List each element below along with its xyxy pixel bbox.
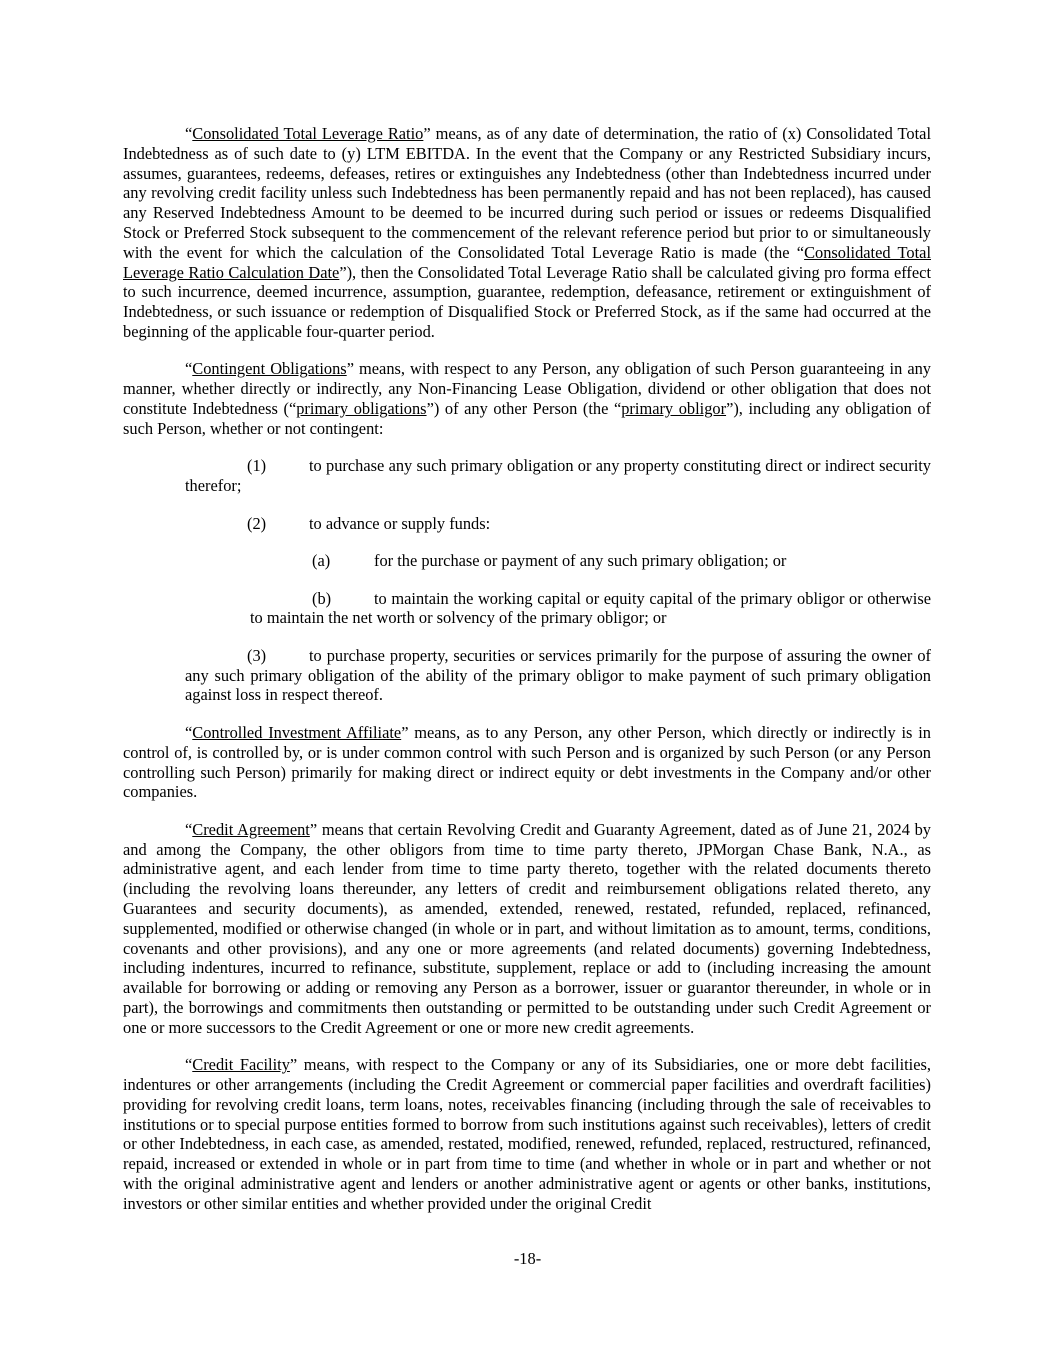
defined-term: Credit Facility bbox=[192, 1055, 290, 1075]
contingent-obligations-item-2a bbox=[250, 551, 931, 571]
contingent-obligations-item-2b-label: (b) bbox=[312, 588, 332, 608]
text-run: for the purchase or payment of any such primary obligation; or bbox=[374, 551, 787, 571]
defined-term: primary obligations bbox=[296, 399, 427, 419]
text-run: to maintain the working capital or equity capital of the primary obligor or otherwise to maintain the net worth or solvency of the primary obligor; or bbox=[250, 588, 931, 628]
text-run: ” means, with respect to any Person, any obligation of such Person guaranteeing in any manner, whether directly or indirectly, any Non-Financing Lease Obligation, dividend or other obligation that does not constitute Indebtedness (“ bbox=[123, 359, 931, 419]
contingent-obligations-item-3-label: (3) bbox=[247, 645, 267, 665]
text-run: ” means that certain Revolving Credit and Guaranty Agreement, dated as of June 21, 2024 by and among the Company, the other obligors from time to time party thereto, JPMorgan Chase Bank, N.A., as administrative agent, and each lender from time to time party thereto, together with the related documents thereto (including the revolving loans thereunder, any letters of credit and reimbursement obligations related thereto, any Guarantees and security documents), as amended, extended, renewed, restated, refunded, replaced, refinanced, supplemented, modified or otherwise changed (in whole or in part, and without limitation as to amount, terms, conditions, covenants and other provisions), and any one or more agreements (and related documents) governing Indebtedness, including indentures, incurred to refinance, substitute, supplement, replace or add to (including increasing the amount available for borrowing or adding or removing any Person as a borrower, issuer or guarantor thereunder, in whole or in part), the borrowings and commitments then outstanding or permitted to be outstanding under such Credit Agreement or one or more successors to the Credit Agreement or one or more new credit agreements. bbox=[123, 819, 931, 1037]
definition-consolidated-total-leverage-ratio bbox=[123, 124, 931, 342]
defined-term: Consolidated Total Leverage Ratio Calculation Date bbox=[123, 242, 931, 282]
text-run: to advance or supply funds: bbox=[309, 513, 491, 533]
contingent-obligations-item-2b bbox=[250, 589, 931, 629]
text-run: ” means, as to any Person, any other Person, which directly or indirectly is in control of, is controlled by, or is under common control with such Person and is organized by such Person (or any Person controlling such Person) primarily for making direct or indirect equity or debt investments in the Company and/or other companies. bbox=[123, 722, 932, 802]
contingent-obligations-item-1 bbox=[185, 456, 931, 496]
defined-term: Controlled Investment Affiliate bbox=[192, 722, 402, 742]
text-run: “ bbox=[185, 819, 193, 839]
contingent-obligations-item-3 bbox=[185, 646, 931, 705]
defined-term: Credit Agreement bbox=[192, 819, 310, 839]
definition-controlled-investment-affiliate bbox=[123, 723, 931, 802]
document-body bbox=[123, 124, 931, 1214]
definition-credit-agreement bbox=[123, 820, 931, 1038]
text-run: ”) of any other Person (the “ bbox=[426, 399, 622, 419]
text-run: “ bbox=[185, 124, 193, 143]
text-run: to purchase property, securities or services primarily for the purpose of assuring the owner of any such primary obligation of the ability of the primary obligor to make payment of such primary obligation against loss in respect thereof. bbox=[185, 645, 931, 705]
text-run: “ bbox=[185, 722, 193, 742]
text-run: “ bbox=[185, 359, 193, 379]
contingent-obligations-item-2 bbox=[185, 514, 931, 534]
text-run: “ bbox=[185, 1055, 193, 1075]
page-number: -18- bbox=[513, 1249, 542, 1268]
defined-term: Consolidated Total Leverage Ratio bbox=[192, 124, 424, 143]
text-run: ”), then the Consolidated Total Leverage Ratio shall be calculated giving pro forma effect to such incurrence, deemed incurrence, assumption, guarantee, redemption, defeasance, retirement or extinguishment of Indebtedness, or such issuance or redemption of Disqualified Stock or Preferred Stock, as if the same had occurred at the beginning of the applicable four-quarter period. bbox=[123, 262, 931, 341]
contingent-obligations-item-2a-label: (a) bbox=[312, 551, 331, 571]
contingent-obligations-item-2-label: (2) bbox=[247, 513, 267, 533]
text-run: to purchase any such primary obligation or any property constituting direct or indirect security therefor; bbox=[185, 456, 931, 496]
text-run: ” means, as of any date of determination, the ratio of (x) Consolidated Total Indebtedness as of such date to (y) LTM EBITDA. In the event that the Company or any Restricted Subsidiary incurs, assumes, guarantees, redeems, defeases, retires or extinguishes any Indebtedness (other than Indebtedness incurred under any revolving credit facility unless such Indebtedness has been permanently repaid and has not been replaced), has caused any Reserved Indebtedness Amount to be deemed to be incurred during such period or issues or redeems Disqualified Stock or Preferred Stock subsequent to the commencement of the relevant reference period but prior to or simultaneously with the event for which the calculation of the Consolidated Total Leverage Ratio is made (the “ bbox=[123, 124, 931, 262]
text-run: ”), including any obligation of such Person, whether or not contingent: bbox=[123, 399, 931, 438]
definition-contingent-obligations bbox=[123, 359, 931, 438]
defined-term: primary obligor bbox=[621, 399, 727, 419]
definition-credit-facility bbox=[123, 1055, 931, 1213]
text-run: ” means, with respect to the Company or any of its Subsidiaries, one or more debt facilities, indentures or other arrangements (including the Credit Agreement or commercial paper facilities and overdraft facilities) providing for revolving credit loans, term loans, notes, receivables financing (including through the sale of receivables to institutions or to special purpose entities formed to borrow from such institutions against such receivables), letters of credit or other Indebtedness, in each case, as amended, restated, modified, renewed, refunded, replaced, restructured, refinanced, repaid, increased or extended in whole or in part from time to time (and whether in whole or in part and whether or not with the original administrative agent and lenders or another administrative agent or agents or other banks, institutions, investors or other similar entities and whether provided under the original Credit bbox=[123, 1055, 931, 1213]
contingent-obligations-item-1-label: (1) bbox=[247, 456, 267, 476]
defined-term: Contingent Obligations bbox=[192, 359, 347, 379]
